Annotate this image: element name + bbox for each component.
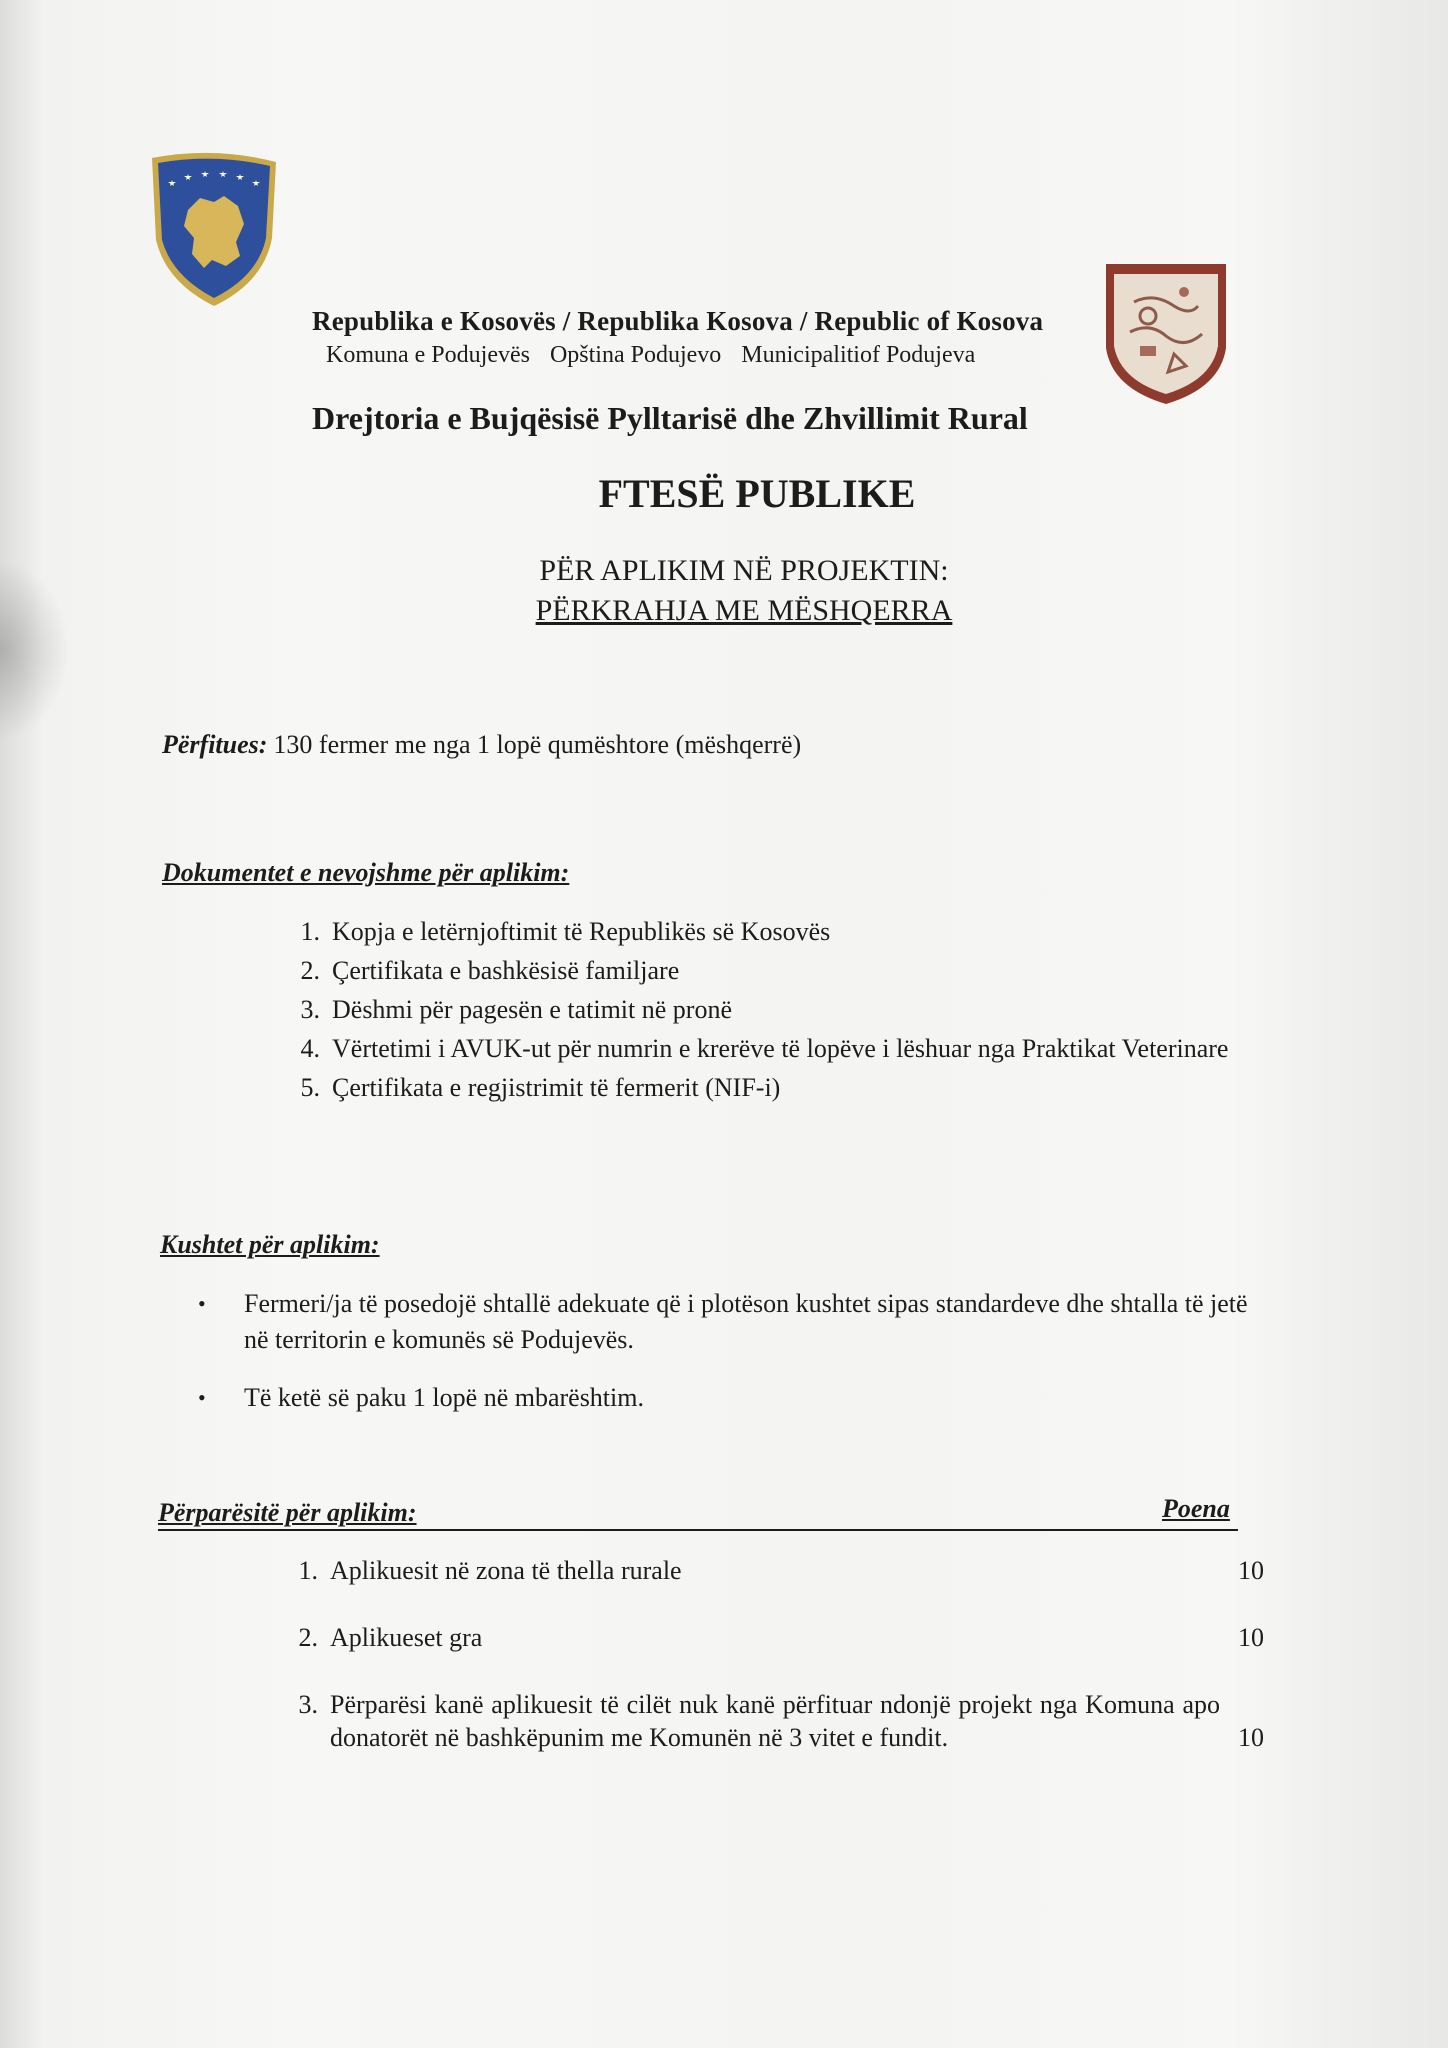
documents-heading: Dokumentet e nevojshme për aplikim:: [162, 858, 570, 887]
bullet-icon: •: [198, 1385, 206, 1410]
points-value: 10: [1238, 1556, 1264, 1585]
list-number: 2.: [298, 1623, 318, 1652]
list-item: [282, 912, 1272, 951]
list-item-text: Çertifikata e regjistrimit të fermerit (NIF-i): [332, 1073, 781, 1102]
list-item: [196, 1286, 1276, 1358]
list-item-text: Çertifikata e bashkësisë familjare: [332, 956, 680, 985]
list-number: 4.: [300, 1034, 320, 1063]
project-name: PËRKRAHJA ME MËSHQERRA: [535, 594, 953, 627]
kosovo-coat-of-arms-icon: [148, 150, 280, 308]
list-number: 3.: [298, 1690, 318, 1719]
list-item-text: Kopja e letërnjoftimit të Republikës së Kosovës: [332, 917, 831, 946]
list-item-text: Aplikueset gra: [330, 1623, 483, 1652]
header-republic-line: Republika e Kosovës / Republika Kosova / Republic of Kosova: [312, 306, 1044, 336]
list-item: [282, 1029, 1272, 1068]
municipality-name-albanian: Komuna e Podujevës: [326, 342, 530, 368]
beneficiaries-line: [162, 730, 801, 760]
documents-list: [282, 912, 1272, 1107]
list-item: [282, 951, 1272, 990]
list-number: 3.: [300, 995, 320, 1024]
header-municipality-line: [326, 342, 989, 369]
conditions-list: [196, 1286, 1276, 1438]
points-value: 10: [1238, 1723, 1264, 1752]
list-item: [280, 1621, 1276, 1654]
bullet-icon: •: [198, 1291, 206, 1316]
points-column-heading: Poena: [1162, 1494, 1230, 1523]
list-item: [280, 1688, 1276, 1754]
beneficiaries-label: Përfitues:: [162, 730, 268, 759]
priorities-heading: Përparësitë për aplikim:: [158, 1498, 417, 1527]
list-item-text: Aplikuesit në zona të thella rurale: [330, 1556, 682, 1585]
list-number: 1.: [300, 917, 320, 946]
document-subtitle: PËR APLIKIM NË PROJEKTIN:: [539, 554, 949, 587]
list-item-text: Vërtetimi i AVUK-ut për numrin e krerëve të lopëve i lëshuar nga Praktikat Veterinare: [332, 1034, 1229, 1063]
list-item: [282, 1068, 1272, 1107]
list-item-text: Të ketë së paku 1 lopë në mbarështim.: [244, 1383, 644, 1412]
list-number: 1.: [298, 1556, 318, 1585]
heading-underline-rule: [158, 1529, 1238, 1531]
points-value: 10: [1238, 1623, 1264, 1652]
list-item: [282, 990, 1272, 1029]
list-number: 2.: [300, 956, 320, 985]
list-item-text: Fermeri/ja të posedojë shtallë adekuate që i plotëson kushtet sipas standardeve dhe shtalla të jetë në territorin e komunës së Podujevës.: [244, 1289, 1248, 1354]
document-title: FTESË PUBLIKE: [598, 471, 916, 516]
list-number: 5.: [300, 1073, 320, 1102]
municipality-name-serbian: Opština Podujevo: [549, 342, 722, 368]
priorities-list: [280, 1554, 1276, 1788]
department-name: Drejtoria e Bujqësisë Pylltarisë dhe Zhvillimit Rural: [312, 400, 1028, 436]
list-item: [280, 1554, 1276, 1587]
conditions-heading: Kushtet për aplikim:: [160, 1230, 380, 1259]
list-item-text: Përparësi kanë aplikuesit të cilët nuk kanë përfituar ndonjë projekt nga Komuna apo donatorët në bashkëpunim me Komunën në 3 vitet e fundit.: [330, 1690, 1220, 1752]
municipality-name-english: Municipalitiof Podujeva: [741, 342, 976, 368]
list-item: [196, 1380, 1276, 1416]
podujeva-municipal-emblem-icon: [1104, 262, 1228, 406]
list-item-text: Dëshmi për pagesën e tatimit në pronë: [332, 995, 732, 1024]
beneficiaries-text: 130 fermer me nga 1 lopë qumështore (mëshqerrë): [273, 730, 802, 759]
